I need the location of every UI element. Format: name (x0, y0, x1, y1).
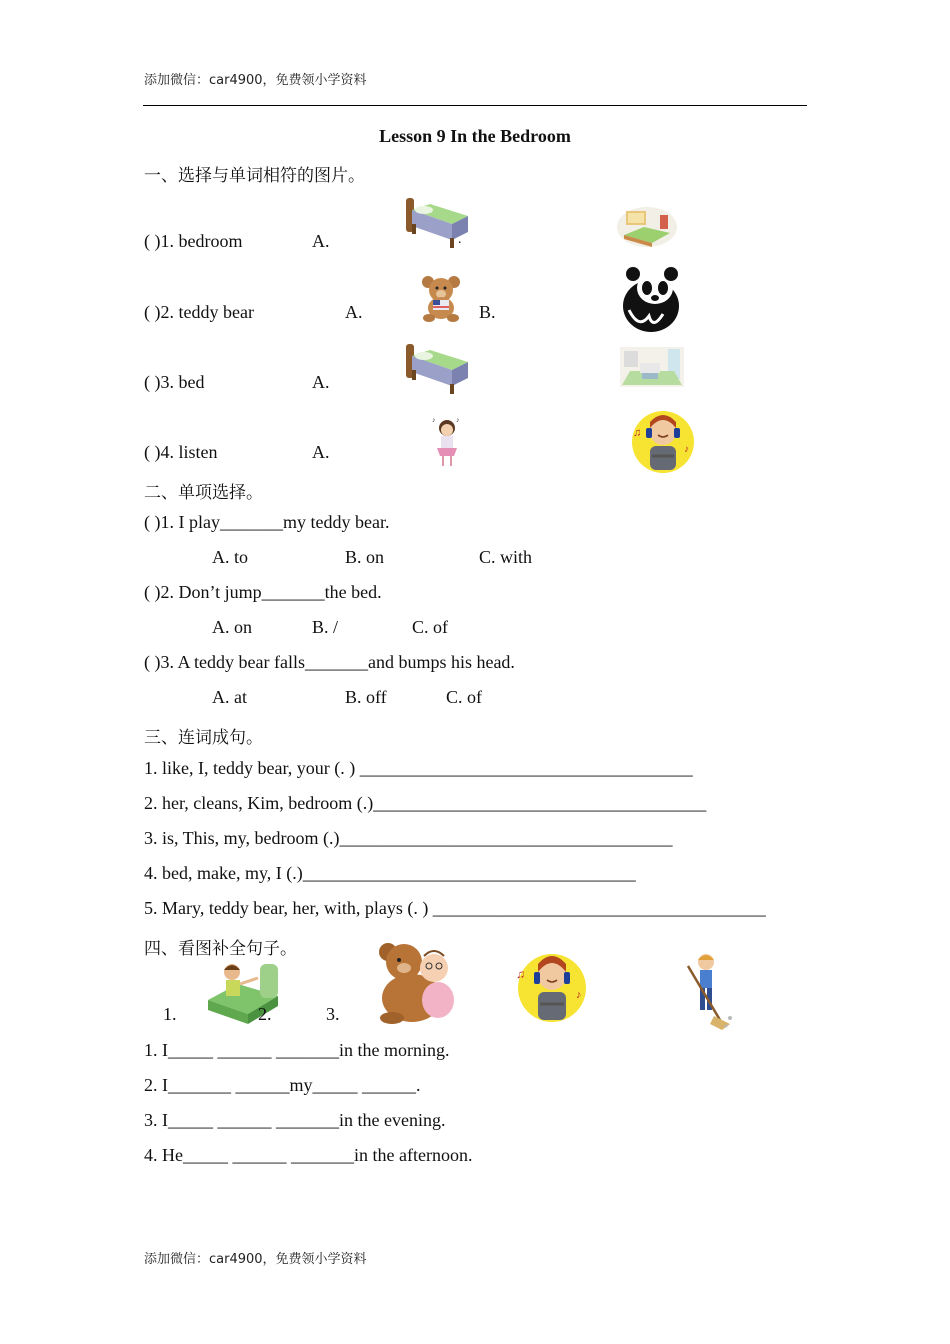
s2-q3-option-b: B. off (345, 687, 387, 707)
s2-q2-option-c: C. of (412, 617, 448, 637)
s4-item-2: 2. I_______ ______my_____ ______. (144, 1075, 421, 1095)
header-rule (143, 105, 807, 106)
s2-question-1: ( )1. I play_______my teddy bear. (144, 512, 390, 532)
s1-item-2-label: ( )2. teddy bear (144, 302, 254, 322)
s3-item-3: 3. is, This, my, bedroom (.)_____________________________________ (144, 828, 673, 848)
svg-text:♪: ♪ (456, 416, 460, 424)
s4-pic-label-3: 3. (326, 1004, 340, 1024)
boy-sweeping-picture (684, 950, 736, 1030)
s4-pic-label-2: 2. (258, 1004, 272, 1024)
s2-q1-option-b: B. on (345, 547, 385, 567)
s1-item-1-label: ( )1. bedroom (144, 231, 243, 251)
bed-picture-2 (404, 340, 470, 398)
svg-text:♫: ♫ (516, 967, 525, 981)
baby-with-teddy-picture (374, 938, 460, 1026)
svg-text:♪: ♪ (576, 989, 582, 1001)
s4-item-3: 3. I_____ ______ _______in the evening. (144, 1110, 446, 1130)
s3-item-5: 5. Mary, teddy bear, her, with, plays (. ) _____________________________________ (144, 898, 766, 918)
footer-note: 添加微信：car4900，免费领小学资料 (144, 1252, 367, 1267)
s1-item-4-option-a: A. (312, 442, 330, 462)
s2-question-2: ( )2. Don’t jump_______the bed. (144, 582, 382, 602)
s2-q1-option-c: C. with (479, 547, 533, 567)
boy-with-headphones-picture (630, 406, 696, 476)
s2-q1-option-a: A. to (212, 547, 248, 567)
s1-item-2-option-a: A. (345, 302, 363, 322)
s2-q2-option-b: B. / (312, 617, 339, 637)
panda-picture (619, 266, 683, 334)
s3-item-2: 2. her, cleans, Kim, bedroom (.)_____________________________________ (144, 793, 707, 813)
svg-text:♪: ♪ (432, 416, 436, 424)
room-picture (618, 345, 686, 389)
s2-q3-option-a: A. at (212, 687, 247, 707)
svg-text:♪: ♪ (684, 444, 689, 455)
pic-dot: . (458, 232, 462, 247)
svg-text:♫: ♫ (633, 427, 642, 439)
s3-item-1: 1. like, I, teddy bear, your (. ) _____________________________________ (144, 758, 693, 778)
s3-item-4: 4. bed, make, my, I (.)_____________________________________ (144, 863, 636, 883)
s2-question-3: ( )3. A teddy bear falls_______and bumps his head. (144, 652, 515, 672)
s1-item-2-option-b: B. (479, 302, 496, 322)
s1-item-1-option-a: A. (312, 231, 330, 251)
boy-listening-music-picture (514, 946, 590, 1028)
section1-heading: 一、选择与单词相符的图片。 (144, 166, 365, 186)
section3-heading: 三、连词成句。 (144, 728, 263, 748)
s4-pic-label-1: 1. (163, 1004, 177, 1024)
teddy-bear-picture (418, 274, 464, 322)
s2-q3-option-c: C. of (446, 687, 482, 707)
s1-item-4-label: ( )4. listen (144, 442, 218, 462)
section4-heading: 四、看图补全句子。 (144, 939, 297, 959)
bedroom-picture (616, 205, 678, 249)
s4-item-4: 4. He_____ ______ _______in the afternoon. (144, 1145, 473, 1165)
header-note: 添加微信：car4900，免费领小学资料 (144, 73, 367, 88)
lesson-title: Lesson 9 In the Bedroom (379, 126, 571, 146)
singing-girl-picture (430, 414, 464, 468)
s2-q2-option-a: A. on (212, 617, 252, 637)
section2-heading: 二、单项选择。 (144, 483, 263, 503)
s1-item-3-label: ( )3. bed (144, 372, 205, 392)
s4-item-1: 1. I_____ ______ _______in the morning. (144, 1040, 450, 1060)
s1-item-3-option-a: A. (312, 372, 330, 392)
